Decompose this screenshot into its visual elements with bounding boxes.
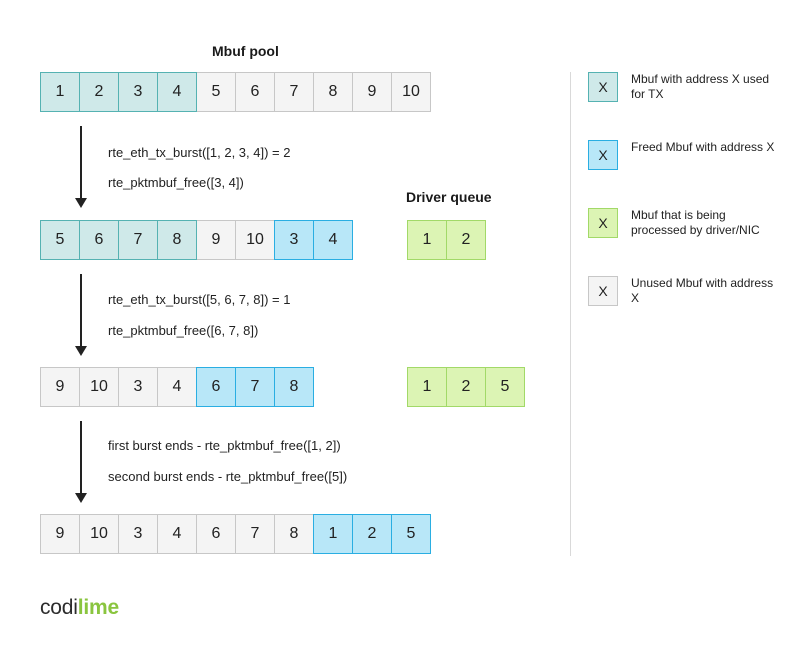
mbuf-cell: 5: [391, 514, 431, 554]
mbuf-cell: 10: [235, 220, 275, 260]
mbuf-cell: 2: [446, 367, 486, 407]
logo-text-codi: codi: [40, 596, 78, 619]
mbuf-cell: 8: [157, 220, 197, 260]
logo-text-lime: lime: [77, 596, 119, 619]
step-1-call: rte_eth_tx_burst([1, 2, 3, 4]) = 2: [108, 145, 291, 160]
mbuf-cell: 9: [196, 220, 236, 260]
mbuf-cell: 6: [196, 367, 236, 407]
pool-title: Mbuf pool: [212, 43, 279, 59]
mbuf-cell: 10: [391, 72, 431, 112]
driver-queue-row-1: [407, 220, 486, 260]
mbuf-cell: 7: [118, 220, 158, 260]
mbuf-cell: 7: [274, 72, 314, 112]
legend-text-unused: Unused Mbuf with address X: [631, 276, 774, 305]
mbuf-cell: 6: [196, 514, 236, 554]
legend-text-tx: Mbuf with address X used for TX: [631, 72, 770, 101]
mbuf-cell: 6: [79, 220, 119, 260]
mbuf-cell: 1: [407, 367, 447, 407]
legend-item-unused: [588, 276, 781, 306]
down-arrow-icon: [74, 421, 88, 503]
pool-row-4: [40, 514, 431, 554]
legend-item-driver: [588, 208, 781, 238]
mbuf-cell: 1: [313, 514, 353, 554]
step-3-first-burst: first burst ends - rte_pktmbuf_free([1, 2]): [108, 438, 341, 453]
down-arrow-icon: [74, 126, 88, 208]
legend-text-freed: Freed Mbuf with address X: [631, 140, 775, 154]
step-3-second-burst: second burst ends - rte_pktmbuf_free([5]): [108, 469, 348, 484]
mbuf-cell: 2: [79, 72, 119, 112]
mbuf-cell: 8: [274, 514, 314, 554]
down-arrow-icon: [74, 274, 88, 356]
mbuf-cell: 5: [196, 72, 236, 112]
mbuf-cell: 1: [407, 220, 447, 260]
mbuf-cell: 6: [235, 72, 275, 112]
mbuf-cell: 3: [118, 72, 158, 112]
legend-divider: [570, 72, 571, 556]
mbuf-cell: 9: [352, 72, 392, 112]
codilime-logo: [40, 596, 119, 620]
mbuf-cell: 9: [40, 367, 80, 407]
mbuf-cell: 4: [157, 514, 197, 554]
mbuf-cell: 9: [40, 514, 80, 554]
mbuf-cell: 5: [40, 220, 80, 260]
legend-swatch-tx: X: [588, 72, 618, 102]
step-2-call: rte_eth_tx_burst([5, 6, 7, 8]) = 1: [108, 292, 291, 307]
mbuf-cell: 10: [79, 514, 119, 554]
mbuf-cell: 7: [235, 514, 275, 554]
mbuf-cell: 5: [485, 367, 525, 407]
legend-text-driver: Mbuf that is being processed by driver/NIC: [631, 208, 760, 237]
pool-row-2: [40, 220, 353, 260]
step-1-free: rte_pktmbuf_free([3, 4]): [108, 175, 244, 190]
mbuf-cell: 7: [235, 367, 275, 407]
mbuf-cell: 4: [157, 72, 197, 112]
legend-swatch-unused: X: [588, 276, 618, 306]
mbuf-cell: 2: [446, 220, 486, 260]
mbuf-cell: 2: [352, 514, 392, 554]
pool-row-1: [40, 72, 431, 112]
mbuf-cell: 3: [118, 514, 158, 554]
mbuf-cell: 3: [118, 367, 158, 407]
driver-queue-row-2: [407, 367, 525, 407]
mbuf-cell: 4: [313, 220, 353, 260]
mbuf-cell: 10: [79, 367, 119, 407]
mbuf-cell: 8: [274, 367, 314, 407]
legend-item-tx: [588, 72, 781, 102]
driver-queue-title: Driver queue: [406, 189, 492, 205]
legend-swatch-freed: X: [588, 140, 618, 170]
mbuf-cell: 4: [157, 367, 197, 407]
step-2-free: rte_pktmbuf_free([6, 7, 8]): [108, 323, 259, 338]
pool-row-3: [40, 367, 314, 407]
mbuf-cell: 1: [40, 72, 80, 112]
legend-swatch-driver: X: [588, 208, 618, 238]
mbuf-cell: 8: [313, 72, 353, 112]
mbuf-cell: 3: [274, 220, 314, 260]
legend-item-freed: [588, 140, 781, 170]
